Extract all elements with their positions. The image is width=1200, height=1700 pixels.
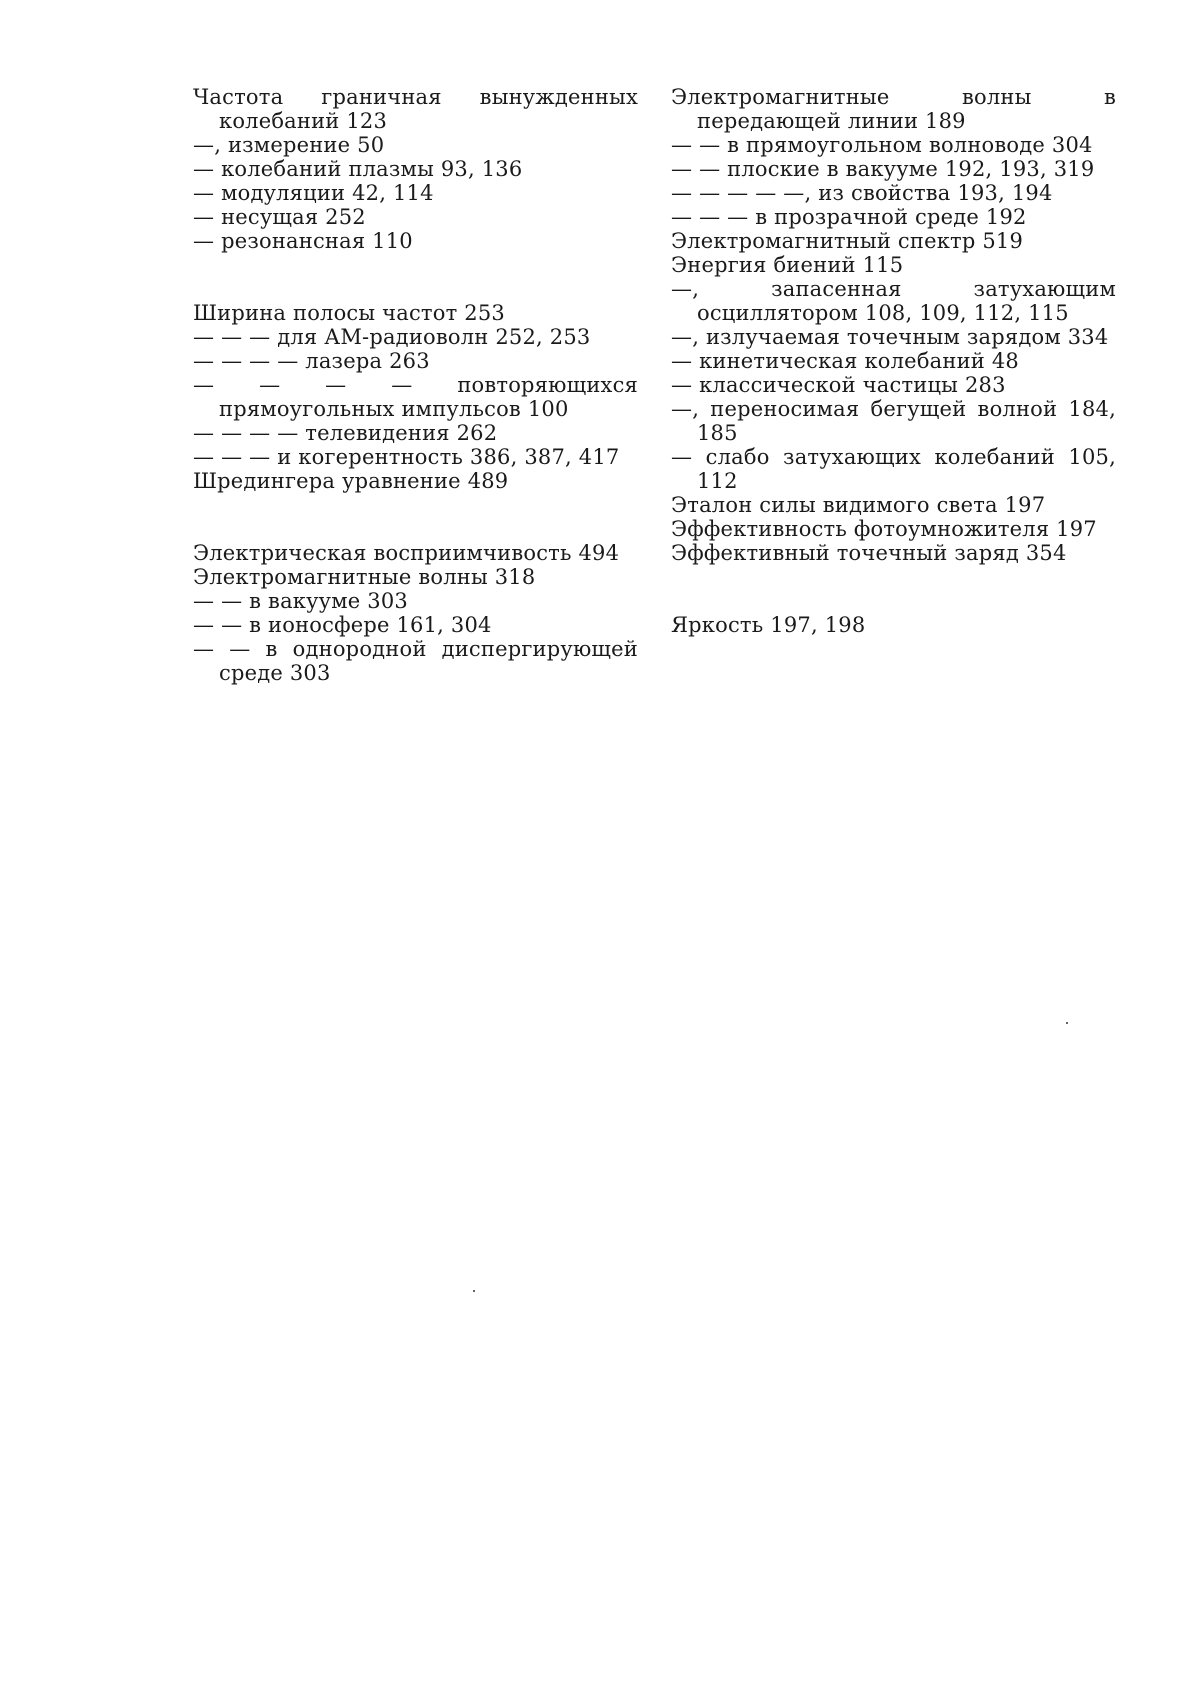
index-entry: Ширина полосы частот 253 [193,301,505,325]
index-entry: Эталон силы видимого света 197 [671,493,1046,517]
index-entry: Электрическая восприимчивость 494 [193,541,620,565]
index-entry: — — — — —, из свойства 193, 194 [671,181,1053,205]
index-entry: — — — — телевидения 262 [193,421,498,445]
index-entry: Электромагнитные волны 318 [193,565,536,589]
left-index-column [193,85,638,685]
index-entry: — — в вакууме 303 [193,589,408,613]
index-entry: — колебаний плазмы 93, 136 [193,157,523,181]
index-entry: —, переносимая бегущей волной 184, 185 [671,397,1116,445]
index-entry: — резонансная 110 [193,229,413,253]
section-gap [193,253,638,301]
index-entry: — — — — повторяющихся прямоугольных импульсов 100 [193,373,638,421]
index-entry: Частота граничная вынужденных колебаний 123 [193,85,638,133]
index-entry: — — в однородной диспергирующей среде 303 [193,637,638,685]
index-entry: — несущая 252 [193,205,366,229]
scan-speck [473,1290,475,1292]
index-entry: —, измерение 50 [193,133,385,157]
index-entry: Электромагнитные волны в передающей линии 189 [671,85,1116,133]
index-entry: Электромагнитный спектр 519 [671,229,1024,253]
index-section-e-left [193,541,638,685]
index-entry: — модуляции 42, 114 [193,181,434,205]
index-entry: —, запасенная затухающим осциллятором 108, 109, 112, 115 [671,277,1116,325]
index-entry: — — — и когерентность 386, 387, 417 [193,445,620,469]
index-entry: Шредингера уравнение 489 [193,469,509,493]
index-entry: — — — для АМ-радиоволн 252, 253 [193,325,591,349]
index-section-ch [193,85,638,253]
right-index-column [671,85,1116,637]
index-entry: — — — — лазера 263 [193,349,430,373]
index-entry: — — — в прозрачной среде 192 [671,205,1027,229]
index-entry: Эффективный точечный заряд 354 [671,541,1067,565]
scan-speck [1066,1022,1068,1024]
index-entry: — — в прямоугольном волноводе 304 [671,133,1093,157]
index-section-sh [193,301,638,493]
index-entry: Энергия биений 115 [671,253,904,277]
index-entry: — слабо затухающих колебаний 105, 112 [671,445,1116,493]
index-entry: —, излучаемая точечным зарядом 334 [671,325,1109,349]
index-entry: — — в ионосфере 161, 304 [193,613,492,637]
index-section-ya [671,613,1116,637]
section-gap [671,565,1116,613]
section-gap [193,493,638,541]
index-entry: Яркость 197, 198 [671,613,866,637]
index-entry: Эффективность фотоумножителя 197 [671,517,1097,541]
index-section-e-right [671,85,1116,565]
index-entry: — кинетическая колебаний 48 [671,349,1019,373]
index-entry: — классической частицы 283 [671,373,1006,397]
index-entry: — — плоские в вакууме 192, 193, 319 [671,157,1095,181]
